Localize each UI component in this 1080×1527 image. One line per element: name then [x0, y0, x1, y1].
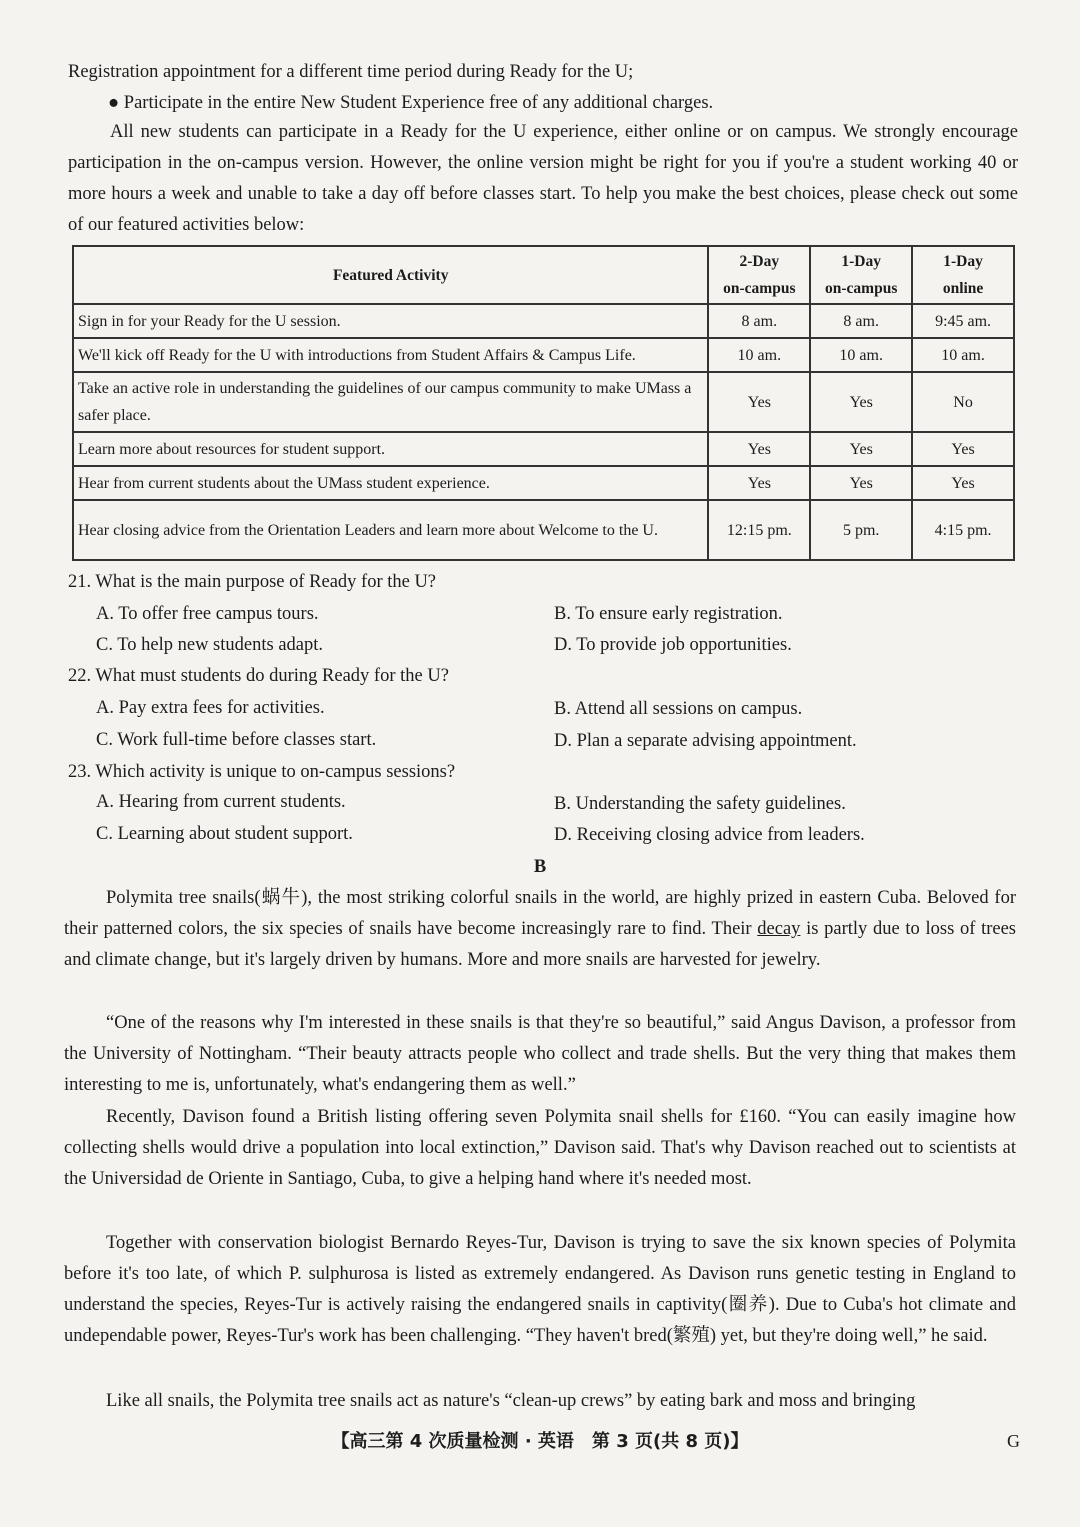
value-cell: 4:15 pm.: [912, 500, 1014, 560]
value-cell: 9:45 am.: [912, 304, 1014, 338]
activity-cell: Take an active role in understanding the guidelines of our campus community to make UMass a safer place.: [73, 372, 708, 432]
intro-paragraph: All new students can participate in a Ready for the U experience, either online or on campus. We strongly encourage participation in the on-campus version. However, the online version might be right for you if you're a student working 40 or more hours a week and unable to take a day off before classes start. To help you make the best choices, please check out some of our featured activities below:: [68, 122, 1018, 235]
table-row: [73, 304, 1014, 338]
question-21-option-b: B. To ensure early registration.: [554, 604, 783, 624]
value-cell: 8 am.: [810, 304, 912, 338]
table-row: [73, 372, 1014, 432]
question-22-option-c: C. Work full-time before classes start.: [96, 730, 377, 750]
value-cell: 10 am.: [810, 338, 912, 372]
intro-line: Registration appointment for a different time period during Ready for the U;: [68, 62, 634, 82]
activity-cell: Sign in for your Ready for the U session.: [73, 304, 708, 338]
table-row: [73, 432, 1014, 466]
value-cell: Yes: [810, 466, 912, 500]
value-cell: 12:15 pm.: [708, 500, 810, 560]
value-cell: Yes: [912, 432, 1014, 466]
header-1day-oncampus: 1-Day on-campus: [810, 246, 912, 304]
question-21-stem: 21. What is the main purpose of Ready for the U?: [68, 572, 437, 592]
value-cell: Yes: [708, 432, 810, 466]
value-cell: 10 am.: [708, 338, 810, 372]
value-cell: Yes: [912, 466, 1014, 500]
header-2day-oncampus: 2-Day on-campus: [708, 246, 810, 304]
activity-cell: We'll kick off Ready for the U with introductions from Student Affairs & Campus Life.: [73, 338, 708, 372]
value-cell: Yes: [708, 372, 810, 432]
question-22-option-a: A. Pay extra fees for activities.: [96, 698, 325, 718]
intro-bullet: ● Participate in the entire New Student Experience free of any additional charges.: [108, 93, 714, 113]
section-b-paragraph-5: Like all snails, the Polymita tree snails act as nature's “clean-up crews” by eating bark and moss and bringing: [106, 1391, 916, 1411]
header-1day-online: 1-Day online: [912, 246, 1014, 304]
table-row: [73, 338, 1014, 372]
activity-cell: Learn more about resources for student support.: [73, 432, 708, 466]
paper-version-mark: G: [1007, 1431, 1020, 1451]
question-22-stem: 22. What must students do during Ready for the U?: [68, 666, 449, 686]
question-23-option-a: A. Hearing from current students.: [96, 792, 346, 812]
table-row: [73, 466, 1014, 500]
section-b-paragraph-3: Recently, Davison found a British listing offering seven Polymita snail shells for £160. “You can easily imagine how collecting shells would drive a population into local extinction,” Davison said. That's why Davison reached out to scientists at the Universidad de Oriente in Santiago, Cuba, to give a helping hand where it's needed most.: [64, 1107, 1016, 1189]
activity-cell: Hear closing advice from the Orientation Leaders and learn more about Welcome to the U.: [73, 500, 708, 560]
section-b-paragraph-4: Together with conservation biologist Bernardo Reyes-Tur, Davison is trying to save the six known species of Polymita before it's too late, of which P. sulphurosa is listed as extremely endangered. As Davison runs genetic testing in England to understand the species, Reyes-Tur is actively raising the endangered snails in captivity(圈养). Due to Cuba's hot climate and undependable power, Reyes-Tur's work has been challenging. “They haven't bred(繁殖) yet, but they're doing well,” he said.: [64, 1233, 1016, 1346]
section-b-paragraph-2: “One of the reasons why I'm interested in these snails is that they're so beautiful,” said Angus Davison, a professor from the University of Nottingham. “Their beauty attracts people who collect and trade shells. But the very thing that makes them interesting to me is, unfortunately, what's endangering them as well.”: [64, 1013, 1016, 1095]
header-featured-activity: Featured Activity: [73, 246, 708, 304]
table-header-row: [73, 246, 1014, 304]
question-21-option-c: C. To help new students adapt.: [96, 635, 324, 655]
question-22-option-b: B. Attend all sessions on campus.: [554, 699, 803, 719]
question-21-option-d: D. To provide job opportunities.: [554, 635, 792, 655]
question-23-option-c: C. Learning about student support.: [96, 824, 353, 844]
value-cell: 10 am.: [912, 338, 1014, 372]
value-cell: Yes: [708, 466, 810, 500]
section-b-heading: B: [533, 857, 547, 877]
underlined-word: decay: [757, 919, 801, 939]
question-23-option-b: B. Understanding the safety guidelines.: [554, 794, 846, 814]
value-cell: Yes: [810, 432, 912, 466]
question-23-stem: 23. Which activity is unique to on-campus sessions?: [68, 762, 456, 782]
activity-cell: Hear from current students about the UMass student experience.: [73, 466, 708, 500]
value-cell: 8 am.: [708, 304, 810, 338]
featured-activity-table: [72, 245, 1015, 561]
value-cell: No: [912, 372, 1014, 432]
section-b-paragraph-1: Polymita tree snails(蜗牛), the most striking colorful snails in the world, are highly prized in eastern Cuba. Beloved for their patterned colors, the six species of snails have become increasingly rare to find. Their decay is partly due to loss of trees and climate change, but it's largely driven by humans. More and more snails are harvested for jewelry.: [64, 888, 1016, 970]
page-footer: 【高三第 4 次质量检测 · 英语 第 3 页(共 8 页)】: [331, 1431, 749, 1452]
question-23-option-d: D. Receiving closing advice from leaders.: [554, 825, 865, 845]
table-row: [73, 500, 1014, 560]
value-cell: Yes: [810, 372, 912, 432]
question-22-option-d: D. Plan a separate advising appointment.: [554, 731, 857, 751]
question-21-option-a: A. To offer free campus tours.: [96, 604, 319, 624]
value-cell: 5 pm.: [810, 500, 912, 560]
